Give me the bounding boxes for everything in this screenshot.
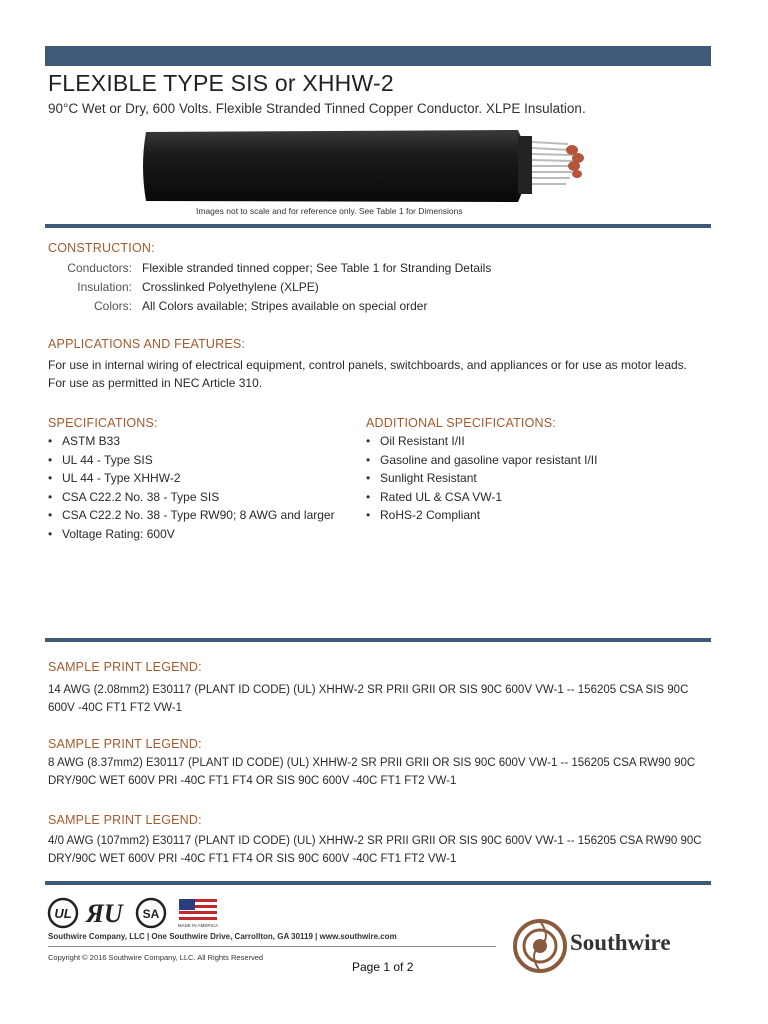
footer-address: Southwire Company, LLC | One Southwire Drive, Carrollton, GA 30119 | www.southwire.com: [48, 932, 397, 941]
applications-heading: APPLICATIONS AND FEATURES:: [48, 337, 246, 351]
southwire-logo-icon: [512, 918, 568, 974]
list-item: • Rated UL & CSA VW-1: [366, 488, 597, 507]
legend-heading: SAMPLE PRINT LEGEND:: [48, 813, 202, 827]
applications-line: For use as permitted in NEC Article 310.: [48, 376, 263, 390]
specifications-list: [48, 432, 335, 543]
footer-rule: [48, 946, 496, 947]
top-banner: [45, 46, 711, 66]
applications-line: For use in internal wiring of electrical equipment, control panels, switchboards, and appliances or for use as motor leads.: [48, 358, 687, 372]
list-item: • CSA C22.2 No. 38 - Type SIS: [48, 488, 335, 507]
construction-row: [48, 280, 491, 299]
row-value: Flexible stranded tinned copper; See Table 1 for Stranding Details: [142, 261, 492, 275]
list-item: • Voltage Rating: 600V: [48, 525, 335, 544]
list-item: • RoHS-2 Compliant: [366, 506, 597, 525]
usa-flag-icon: [179, 899, 217, 921]
list-item: • CSA C22.2 No. 38 - Type RW90; 8 AWG and larger: [48, 506, 335, 525]
row-value: All Colors available; Stripes available on special order: [142, 299, 428, 313]
legend-text: 8 AWG (8.37mm2) E30117 (PLANT ID CODE) (UL) XHHW-2 SR PRII GRII OR SIS 90C 600V VW-1 -- 156205 CSA RW90 90C DRY/90C WET 600V PRI -40C FT1 FT4 OR SIS 90C 600V -40C FT1 FT2 VW-1: [48, 757, 696, 787]
page-subtitle: 90°C Wet or Dry, 600 Volts. Flexible Stranded Tinned Copper Conductor. XLPE Insulation.: [48, 101, 586, 116]
ur-logo-icon: ЯU: [86, 899, 123, 928]
certification-logos: [46, 896, 221, 930]
divider: [45, 638, 711, 642]
ul-logo-text: UL: [54, 906, 72, 921]
additional-heading: ADDITIONAL SPECIFICATIONS:: [366, 416, 556, 430]
csa-logo-text: SA: [142, 907, 160, 921]
cable-image: [140, 128, 590, 203]
southwire-brand: Southwire: [570, 930, 671, 955]
construction-table: [48, 261, 491, 318]
construction-row: [48, 261, 491, 280]
page-number: Page 1 of 2: [352, 960, 414, 974]
legend-heading: SAMPLE PRINT LEGEND:: [48, 660, 202, 674]
applications-text: [48, 356, 687, 392]
row-label: Colors:: [93, 299, 132, 313]
divider: [45, 224, 711, 228]
legend-text: 4/0 AWG (107mm2) E30117 (PLANT ID CODE) (UL) XHHW-2 SR PRII GRII OR SIS 90C 600V VW-1 -- 156205 CSA RW90 90C DRY/90C WET 600V PRI -40C FT1 FT4 OR SIS 90C 600V -40C FT1 FT2 VW-1: [48, 835, 702, 865]
legend-text: 14 AWG (2.08mm2) E30117 (PLANT ID CODE) (UL) XHHW-2 SR PRII GRII OR SIS 90C 600V VW-1 -- 156205 CSA SIS 90C 600V -40C FT1 FT2 VW-1: [48, 684, 689, 714]
made-in-label: MADE IN AMERICA: [177, 923, 219, 928]
construction-heading: CONSTRUCTION:: [48, 241, 155, 255]
page-title: FLEXIBLE TYPE SIS or XHHW-2: [48, 70, 394, 96]
list-item: • Oil Resistant I/II: [366, 432, 597, 451]
list-item: • UL 44 - Type SIS: [48, 451, 335, 470]
legend-heading: SAMPLE PRINT LEGEND:: [48, 737, 202, 751]
row-value: Crosslinked Polyethylene (XLPE): [142, 280, 319, 294]
image-caption: Images not to scale and for reference only. See Table 1 for Dimensions: [196, 206, 463, 216]
copyright: Copyright © 2016 Southwire Company, LLC. All Rights Reserved: [48, 953, 264, 962]
additional-list: [366, 432, 597, 525]
list-item: • UL 44 - Type XHHW-2: [48, 469, 335, 488]
list-item: • Gasoline and gasoline vapor resistant I/II: [366, 451, 597, 470]
construction-row: [48, 299, 491, 318]
row-label: Insulation:: [77, 280, 132, 294]
list-item: • ASTM B33: [48, 432, 335, 451]
specifications-heading: SPECIFICATIONS:: [48, 416, 158, 430]
row-label: Conductors:: [67, 261, 132, 275]
divider: [45, 881, 711, 885]
list-item: • Sunlight Resistant: [366, 469, 597, 488]
